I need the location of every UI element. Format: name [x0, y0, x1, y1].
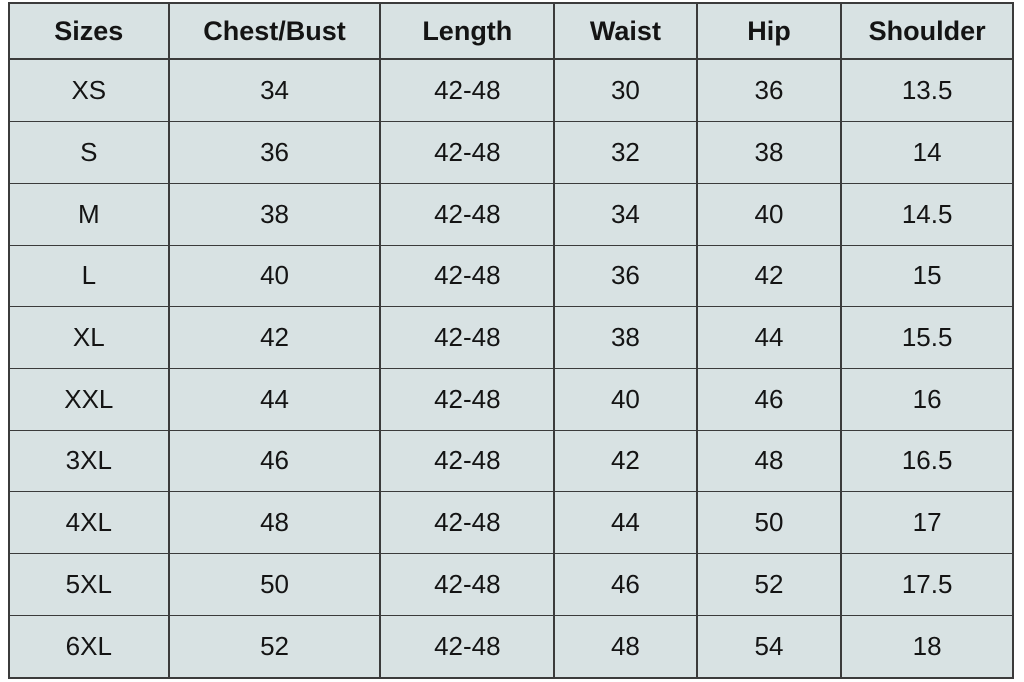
hip-cell: 44	[697, 307, 842, 369]
column-header-chest: Chest/Bust	[169, 3, 381, 59]
size-label-cell: 5XL	[9, 554, 169, 616]
chest-cell: 52	[169, 615, 381, 678]
waist-cell: 38	[554, 307, 697, 369]
size-label-cell: XS	[9, 59, 169, 122]
waist-cell: 48	[554, 615, 697, 678]
size-label-cell: 4XL	[9, 492, 169, 554]
waist-cell: 46	[554, 554, 697, 616]
size-label-cell: L	[9, 245, 169, 307]
shoulder-cell: 16	[841, 368, 1013, 430]
column-header-length: Length	[380, 3, 554, 59]
size-label-cell: M	[9, 183, 169, 245]
hip-cell: 48	[697, 430, 842, 492]
hip-cell: 40	[697, 183, 842, 245]
shoulder-cell: 14	[841, 122, 1013, 184]
hip-cell: 36	[697, 59, 842, 122]
length-cell: 42-48	[380, 615, 554, 678]
size-chart	[8, 2, 1014, 679]
shoulder-cell: 16.5	[841, 430, 1013, 492]
shoulder-cell: 13.5	[841, 59, 1013, 122]
size-label-cell: XXL	[9, 368, 169, 430]
shoulder-cell: 14.5	[841, 183, 1013, 245]
chest-cell: 40	[169, 245, 381, 307]
column-header-waist: Waist	[554, 3, 697, 59]
length-cell: 42-48	[380, 492, 554, 554]
chest-cell: 48	[169, 492, 381, 554]
chest-cell: 38	[169, 183, 381, 245]
length-cell: 42-48	[380, 183, 554, 245]
table-row	[9, 307, 1013, 369]
waist-cell: 40	[554, 368, 697, 430]
length-cell: 42-48	[380, 307, 554, 369]
hip-cell: 42	[697, 245, 842, 307]
shoulder-cell: 18	[841, 615, 1013, 678]
waist-cell: 42	[554, 430, 697, 492]
size-label-cell: 6XL	[9, 615, 169, 678]
table-row	[9, 122, 1013, 184]
hip-cell: 46	[697, 368, 842, 430]
table-row	[9, 245, 1013, 307]
table-row	[9, 183, 1013, 245]
waist-cell: 36	[554, 245, 697, 307]
column-header-shoulder: Shoulder	[841, 3, 1013, 59]
shoulder-cell: 15	[841, 245, 1013, 307]
shoulder-cell: 15.5	[841, 307, 1013, 369]
table-row	[9, 492, 1013, 554]
chest-cell: 50	[169, 554, 381, 616]
header-row	[9, 3, 1013, 59]
length-cell: 42-48	[380, 122, 554, 184]
column-header-sizes: Sizes	[9, 3, 169, 59]
chest-cell: 42	[169, 307, 381, 369]
hip-cell: 50	[697, 492, 842, 554]
column-header-hip: Hip	[697, 3, 842, 59]
table-row	[9, 554, 1013, 616]
table-row	[9, 430, 1013, 492]
size-label-cell: XL	[9, 307, 169, 369]
chest-cell: 46	[169, 430, 381, 492]
chest-cell: 44	[169, 368, 381, 430]
chest-cell: 36	[169, 122, 381, 184]
hip-cell: 52	[697, 554, 842, 616]
hip-cell: 38	[697, 122, 842, 184]
length-cell: 42-48	[380, 430, 554, 492]
waist-cell: 30	[554, 59, 697, 122]
waist-cell: 32	[554, 122, 697, 184]
size-chart-table	[8, 2, 1014, 679]
length-cell: 42-48	[380, 554, 554, 616]
chest-cell: 34	[169, 59, 381, 122]
size-label-cell: 3XL	[9, 430, 169, 492]
table-row	[9, 615, 1013, 678]
length-cell: 42-48	[380, 59, 554, 122]
length-cell: 42-48	[380, 245, 554, 307]
length-cell: 42-48	[380, 368, 554, 430]
waist-cell: 44	[554, 492, 697, 554]
table-row	[9, 59, 1013, 122]
table-row	[9, 368, 1013, 430]
size-label-cell: S	[9, 122, 169, 184]
shoulder-cell: 17	[841, 492, 1013, 554]
shoulder-cell: 17.5	[841, 554, 1013, 616]
hip-cell: 54	[697, 615, 842, 678]
waist-cell: 34	[554, 183, 697, 245]
